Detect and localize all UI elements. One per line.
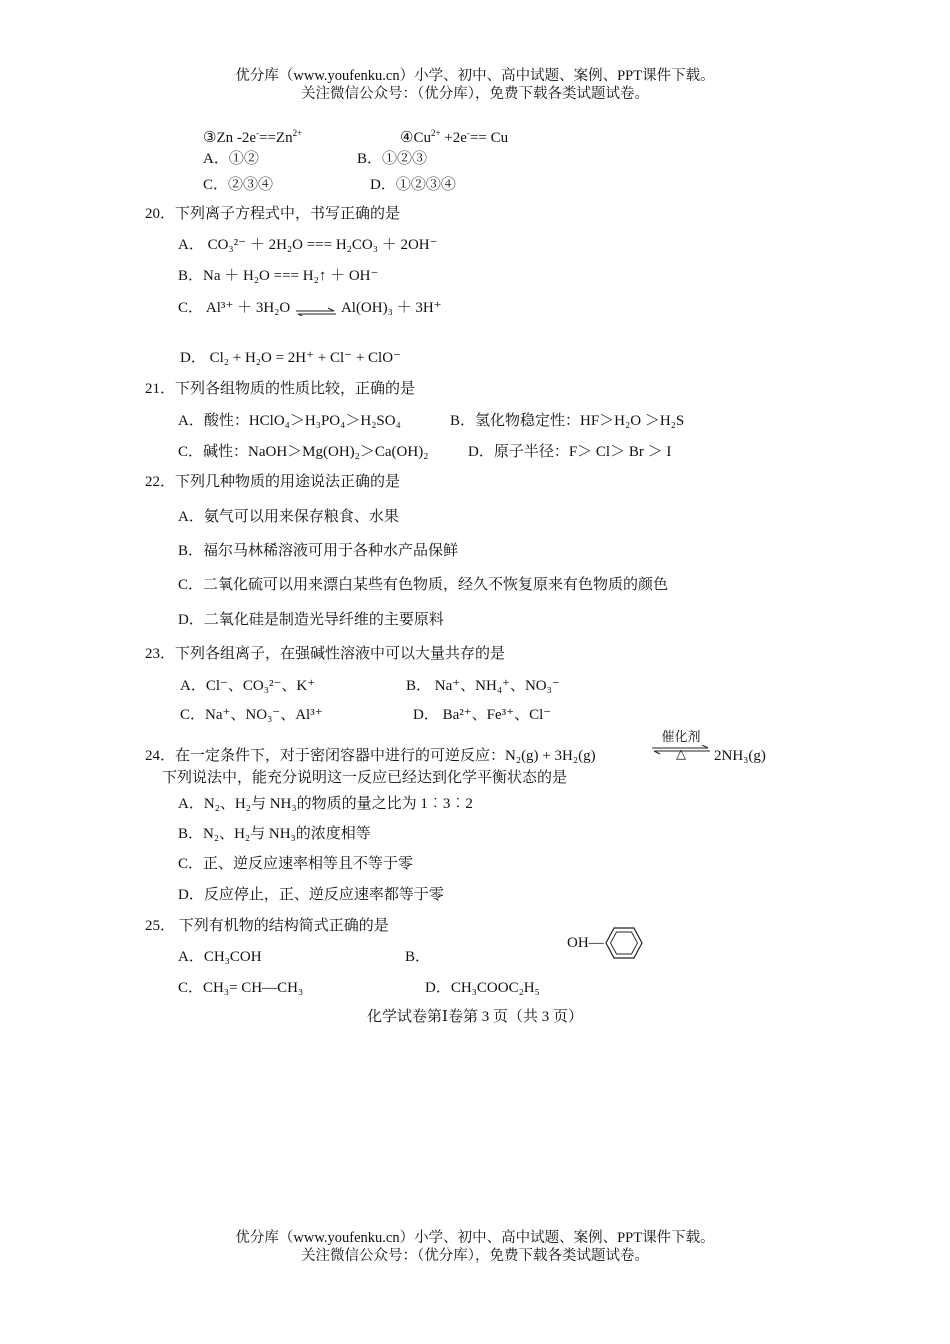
prev-option-c: C．②③④ (203, 177, 274, 193)
q25-stem: 25． 下列有机物的结构简式正确的是 (145, 918, 389, 934)
q21-stem: 21．下列各组物质的性质比较，正确的是 (145, 381, 416, 397)
site-footer-line1: 优分库（www.youfenku.cn）小学、初中、高中试题、案例、PPT课件下载。 (235, 1230, 715, 1246)
q25-option-b: B． (405, 949, 431, 965)
q20-c-left: C． Al³⁺ ＋ 3H₂O (178, 300, 291, 316)
q22-option-d: D．二氧化硅是制造光导纤维的主要原料 (178, 612, 444, 628)
catalyst-label: 催化剂 (661, 730, 701, 745)
q22-stem: 22．下列几种物质的用途说法正确的是 (145, 474, 401, 490)
q22-option-c: C．二氧化硫可以用来漂白某些有色物质，经久不恢复原来有色物质的颜色 (178, 577, 669, 593)
delta-label: △ (676, 746, 686, 761)
q24-option-a: A．N₂、H₂与 NH₃的物质的量之比为 1︰3︰2 (178, 796, 473, 812)
prev-option-a: A．①② (203, 151, 259, 167)
q21-option-c: C．碱性：NaOH＞Mg(OH)₂＞Ca(OH)₂ (178, 444, 429, 460)
q23-option-c: C．Na⁺、NO₃⁻、Al³⁺ (180, 707, 323, 723)
catalyst-equilibrium-arrow (650, 731, 712, 763)
eq3: ③Zn $-2e^-==Zn^{2+}$ (203, 128, 303, 146)
q20-option-a: A． CO₃²⁻ ＋ 2H₂O === H₂CO₃ ＋ 2OH⁻ (178, 237, 438, 253)
q24-stem-left: 24．在一定条件下，对于密闭容器中进行的可逆反应：N₂(g) + 3H₂(g) (145, 748, 596, 764)
site-header-line2: 关注微信公众号：（优分库），免费下载各类试题试卷。 (301, 86, 649, 102)
q25-option-d: D．CH₃COOC₂H₅ (425, 980, 540, 996)
q22-option-a: A．氨气可以用来保存粮食、水果 (178, 509, 399, 525)
prev-option-d: D．①②③④ (370, 177, 456, 193)
q23-option-a: A．Cl⁻、CO₃²⁻、K⁺ (180, 678, 316, 694)
q24-stem-right: 2NH₃(g) (714, 748, 766, 764)
equilibrium-arrow-icon (294, 300, 338, 316)
site-footer-line2: 关注微信公众号：（优分库），免费下载各类试题试卷。 (301, 1248, 649, 1264)
q24-option-b: B．N₂、H₂与 NH₃的浓度相等 (178, 826, 371, 842)
q24-stem2: 下列说法中，能充分说明这一反应已经达到化学平衡状态的是 (162, 770, 568, 786)
q23-option-b: B． Na⁺、NH₄⁺、NO₃⁻ (406, 678, 560, 694)
q23-stem: 23．下列各组离子，在强碱性溶液中可以大量共存的是 (145, 646, 506, 662)
q25-option-a: A．CH₃COH (178, 949, 262, 965)
q20-option-c (178, 299, 442, 317)
q21-option-b: B．氢化物稳定性：HF＞H₂O ＞H₂S (450, 413, 685, 429)
q20-option-d: D． Cl₂ + H₂O = 2H⁺ + Cl⁻ + ClO⁻ (180, 350, 401, 366)
q20-stem: 20．下列离子方程式中，书写正确的是 (145, 206, 401, 222)
q23-option-d: D． Ba²⁺、Fe³⁺、Cl⁻ (413, 707, 552, 723)
q24-option-d: D．反应停止，正、逆反应速率都等于零 (178, 887, 444, 903)
q21-option-d: D．原子半径：F＞ Cl＞ Br ＞ I (468, 444, 672, 460)
q20-c-right: Al(OH)₃ ＋ 3H⁺ (340, 300, 442, 316)
q22-option-b: B．福尔马林稀溶液可用于各种水产品保鲜 (178, 543, 459, 559)
q21-option-a: A．酸性：HClO₄＞H₃PO₄＞H₂SO₄ (178, 413, 401, 429)
eq4: $④Cu^{2+} +2e^-== Cu$ (400, 128, 509, 146)
prev-option-b: B．①②③ (357, 151, 428, 167)
site-header-line1: 优分库（www.youfenku.cn）小学、初中、高中试题、案例、PPT课件下载。 (235, 68, 715, 84)
q20-option-b: B．Na ＋ H₂O === H₂↑ ＋ OH⁻ (178, 268, 379, 284)
benzene-ring-icon (604, 926, 644, 960)
page-footer: 化学试卷第Ⅰ卷第 3 页（共 3 页） (367, 1009, 583, 1025)
phenol-formula-label: OH— (567, 935, 604, 951)
q24-option-c: C．正、逆反应速率相等且不等于零 (178, 856, 414, 872)
q25-option-c: C．CH₃= CH—CH₃ (178, 980, 304, 996)
